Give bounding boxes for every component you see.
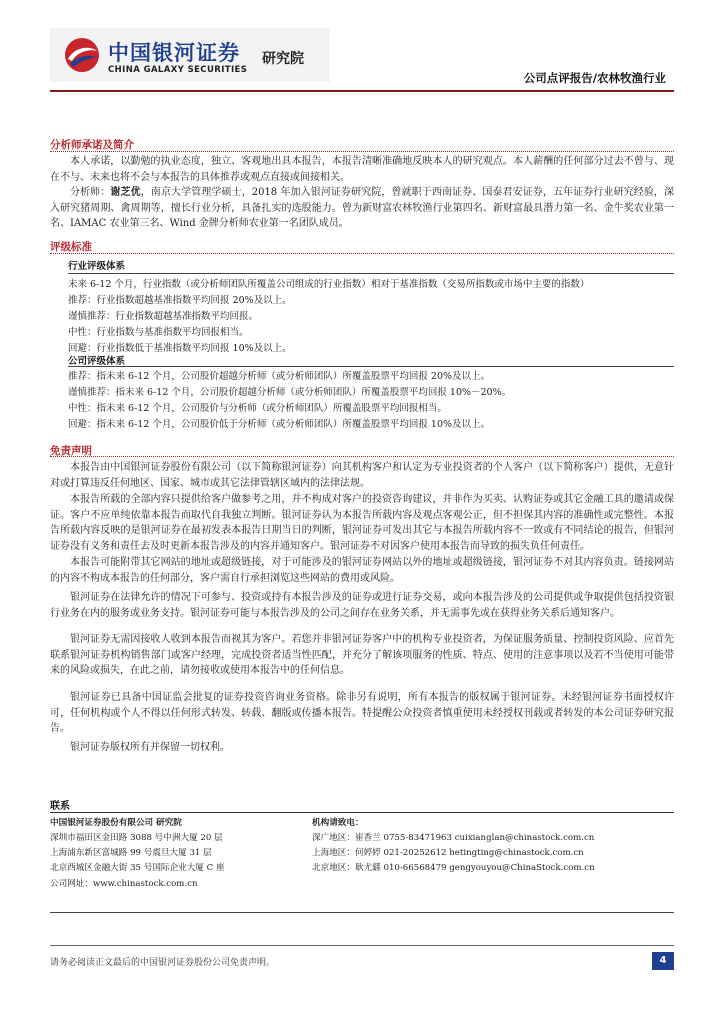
footer-divider <box>50 945 674 946</box>
disclaimer-section-rule <box>50 456 674 457</box>
company-logo <box>50 28 330 82</box>
analyst-commitment: 本人承诺，以勤勉的执业态度，独立、客观地出具本报告，本报告清晰准确地反映本人的研究观点。本人薪酬的任何部分过去不曾与、现在不与、未来也将不会与本报告的具体推荐或观点直接或间接相关。 <box>50 156 674 183</box>
contact-address: 上海浦东新区富城路 99 号震旦大厦 31 层 <box>50 848 212 858</box>
disclaimer-section-title: 免责声明 <box>50 445 92 457</box>
analyst-profile <box>50 185 674 232</box>
analyst-bio: ，南京大学管理学硕士，2018 年加入银河证券研究院，曾就职于西南证券、国泰君安证券，五年证券行业研究经验，深入研究猪周期、禽周期等，擅长行业分析，具备扎实的选股能力。曾为新财富农林牧渔行业第四名、新财富最具潜力第一名、金牛奖农业第一名、IAMAC 农业第三名、Wind 金牌分析师农业第一名团队成员。 <box>50 187 675 230</box>
industry-rating-title: 行业评级体系 <box>68 261 126 272</box>
disclaimer-paragraph: 银河证券版权所有并保留一切权利。 <box>70 742 230 753</box>
header-divider <box>50 90 674 92</box>
company-rating-rule <box>68 366 674 367</box>
analyst-section-title: 分析师承诺及简介 <box>50 139 134 151</box>
industry-rating-rule <box>68 273 674 274</box>
disclaimer-paragraph: 本报告所载的全部内容只提供给客户做参考之用，并不构成对客户的投资咨询建议，并非作为买卖、认购证券或其它金融工具的邀请或保证。客户不应单纯依靠本报告而取代自我独立判断。银河证券认为本报告所载内容及观点客观公正，但不担保其内容的准确性或完整性。本报告所载内容反映的是银河证券在最初发表本报告日期当日的判断，银河证券可发出其它与本报告所载内容不一致或有不同结论的报告，但银河证券没有义务和责任去及时更新本报告涉及的内容并通知客户。银河证券不对因客户使用本报告而导致的损失负任何责任。 <box>50 494 674 552</box>
disclaimer-paragraph: 本报告由中国银河证券股份有限公司（以下简称银河证券）向其机构客户和认定为专业投资者的个人客户（以下简称客户）提供，无意针对或打算违反任何地区、国家、城市或其它法律管辖区域内的法律法规。 <box>50 462 674 489</box>
company-rating-line: 推荐：指未来 6-12 个月，公司股价超越分析师（或分析师团队）所覆盖股票平均回报 20%及以上。 <box>68 371 491 382</box>
logo-english-name: CHINA GALAXY SECURITIES <box>108 65 248 75</box>
contact-address: 深圳市福田区金田路 3088 号中洲大厦 20 层 <box>50 833 223 843</box>
galaxy-logo-icon <box>64 37 100 73</box>
contact-title: 联系 <box>50 801 70 812</box>
company-rating-line: 中性：指未来 6-12 个月，公司股价与分析师（或分析师团队）所覆盖股票平均回报相当。 <box>68 403 447 414</box>
industry-rating-line: 未来 6-12 个月，行业指数（或分析师团队所覆盖公司组成的行业指数）相对于基准指数（交易所指数或市场中主要的指数） <box>68 279 590 290</box>
institution-contact: 深广地区：崔香兰 0755-83471963 cuixianglan@chinastock.com.cn <box>312 833 595 843</box>
rating-section-rule <box>50 253 674 254</box>
institution-contact: 北京地区：耿尤繇 010-66568479 gengyouyou@ChinaStock.com.cn <box>312 863 595 873</box>
industry-rating-line: 中性：行业指数与基准指数平均回报相当。 <box>68 327 249 338</box>
contact-address: 北京西城区金融大街 35 号国际企业大厦 C 座 <box>50 863 225 873</box>
disclaimer-paragraph: 银河证券已具备中国证监会批复的证券投资咨询业务资格。除非另有说明，所有本报告的版权属于银河证券。未经银河证券书面授权许可，任何机构或个人不得以任何形式转发、转载、翻版或传播本报告。特提醒公众投资者慎重使用未经授权刊载或者转发的本公司证券研究报告。 <box>50 692 674 735</box>
disclaimer-paragraph: 银河证券无需因接收人收到本报告而视其为客户。若您并非银河证券客户中的机构专业投资者，为保证服务质量、控制投资风险、应首先联系银河证券机构销售部门或客户经理，完成投资者适当性匹配，并充分了解该项服务的性质、特点、使用的注意事项以及若不当使用可能带来的风险或损失，在此之前，请勿接收或使用本报告中的任何信息。 <box>50 634 674 677</box>
footer-notice: 请务必阅读正文最后的中国银河证券股份公司免责声明。 <box>50 958 276 968</box>
analyst-name: 谢芝优 <box>110 187 141 198</box>
contact-divider <box>50 812 674 813</box>
company-rating-line: 回避：指未来 6-12 个月，公司股价低于分析师（或分析师团队）所覆盖股票平均回报 10%及以上。 <box>68 419 491 430</box>
report-type: 公司点评报告/农林牧渔行业 <box>523 71 666 85</box>
industry-rating-line: 谨慎推荐：行业指数超越基准指数平均回报。 <box>68 311 259 322</box>
industry-rating-line: 回避：行业指数低于基准指数平均回报 10%及以上。 <box>68 343 292 354</box>
company-website: 公司网址：www.chinastock.com.cn <box>50 879 198 889</box>
industry-rating-line: 推荐：行业指数超越基准指数平均回报 20%及以上。 <box>68 295 292 306</box>
company-rating-title: 公司评级体系 <box>68 356 126 367</box>
contact-bottom-divider <box>50 912 674 913</box>
rating-section-title: 评级标准 <box>50 241 92 253</box>
analyst-section-rule <box>50 151 674 152</box>
disclaimer-paragraph: 本报告可能附带其它网站的地址或超级链接，对于可能涉及的银河证券网站以外的地址或超级链接，银河证券不对其内容负责。链接网站的内容不构成本报告的任何部分，客户需自行承担浏览这些网站的费用或风险。 <box>50 557 674 584</box>
analyst-label: 分析师： <box>70 187 111 198</box>
institute-label: 研究院 <box>262 51 304 67</box>
institution-contact-title: 机构请致电： <box>312 818 364 828</box>
contact-company: 中国银河证券股份有限公司 研究院 <box>50 818 182 828</box>
institution-contact: 上海地区：何婷婷 021-20252612 hetingting@chinastock.com.cn <box>312 848 584 858</box>
page-number: 4 <box>652 952 674 970</box>
logo-chinese-name: 中国银河证券 <box>108 41 240 65</box>
company-rating-line: 谨慎推荐：指未来 6-12 个月，公司股价超越分析师（或分析师团队）所覆盖股票平均回报 10%－20%。 <box>68 387 512 398</box>
disclaimer-paragraph: 银河证券在法律允许的情况下可参与、投资或持有本报告涉及的证券或进行证券交易，或向本报告涉及的公司提供或争取提供包括投资银行业务在内的服务或业务支持。银河证券可能与本报告涉及的公司之间存在业务关系，并无需事先或在获得业务关系后通知客户。 <box>50 592 674 619</box>
